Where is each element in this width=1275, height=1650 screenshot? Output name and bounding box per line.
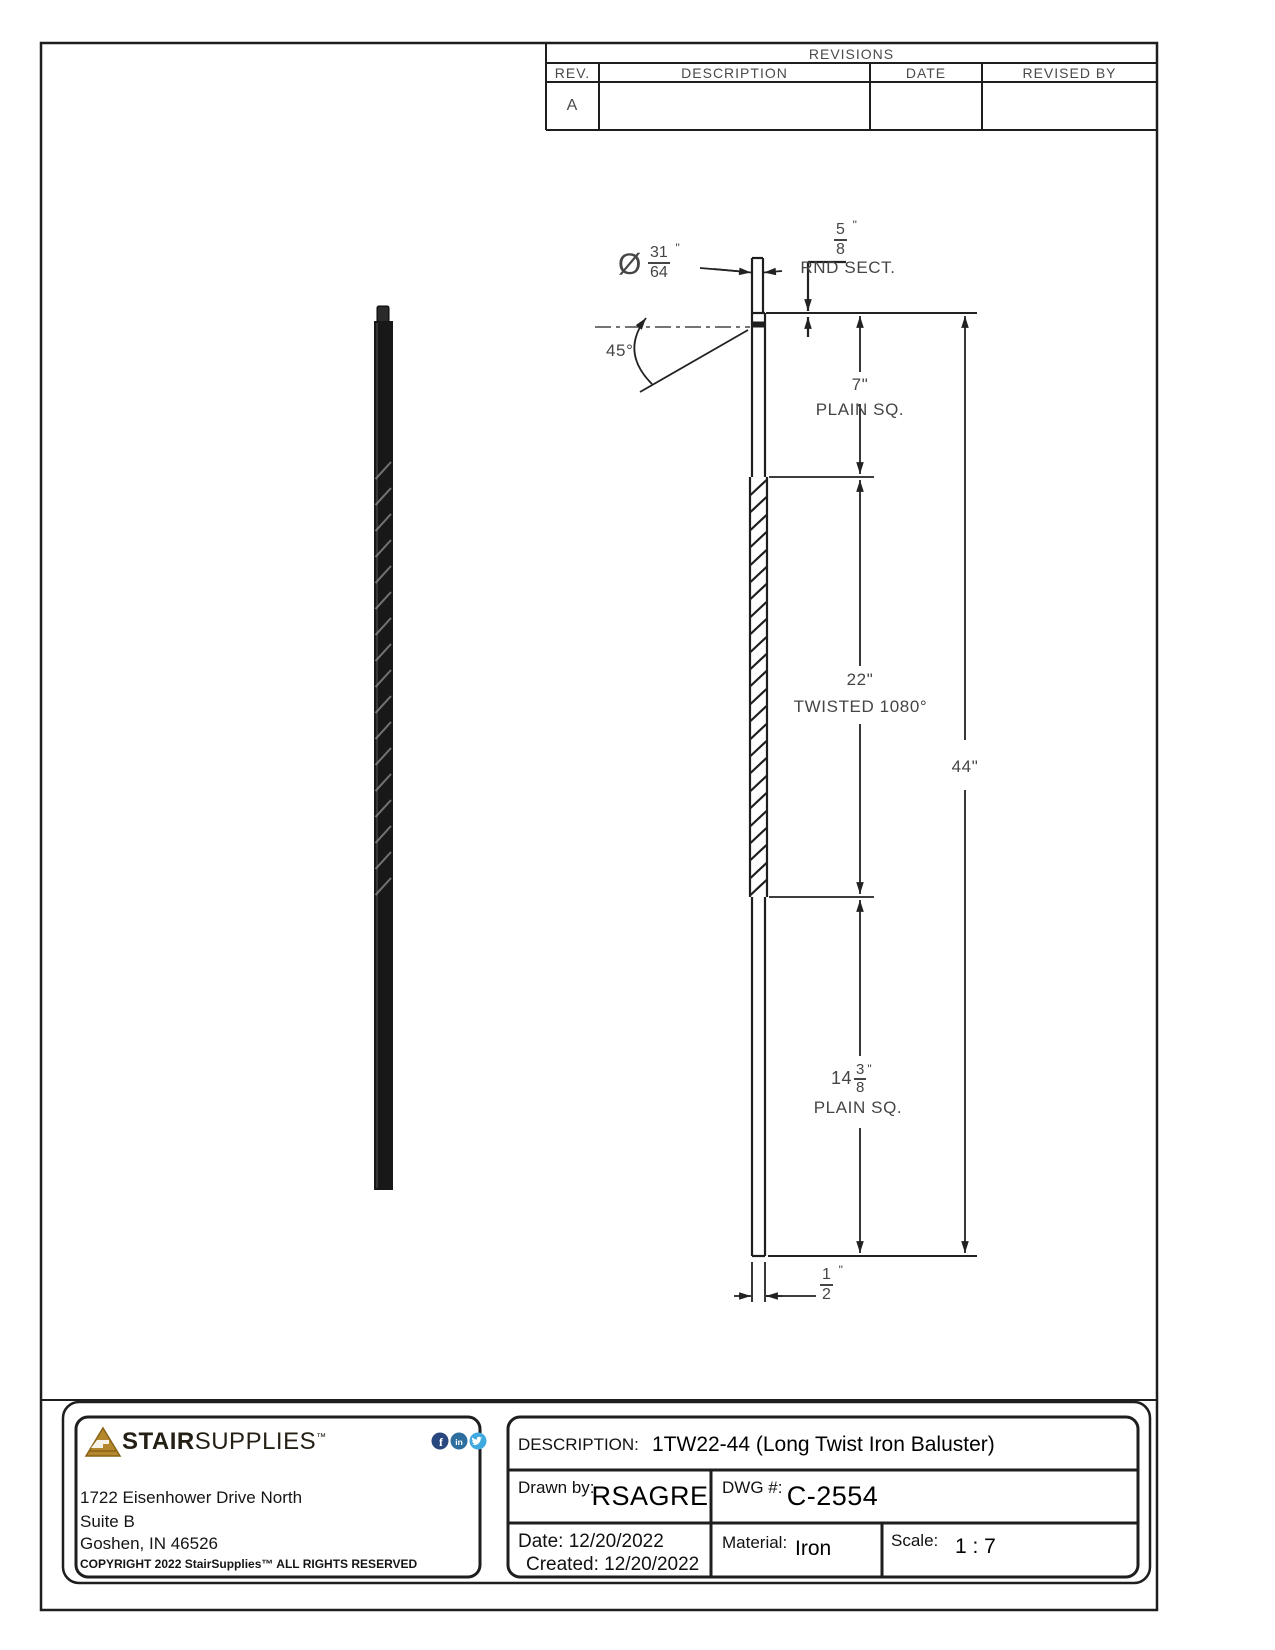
material-value: Iron (795, 1537, 832, 1560)
address-line-2: Suite B (80, 1512, 135, 1531)
revisions-col-rev: REV. (554, 65, 591, 81)
revisions-title: REVISIONS (808, 46, 895, 62)
revisions-col-date: DATE (905, 65, 947, 81)
description-value: 1TW22-44 (Long Twist Iron Baluster) (652, 1433, 995, 1456)
copyright-line: COPYRIGHT 2022 StairSupplies™ ALL RIGHTS RESERVED (80, 1557, 418, 1571)
revisions-col-description: DESCRIPTION (681, 65, 788, 81)
round-section-fraction: 5 8 " (836, 218, 857, 258)
twist-label: TWISTED 1080° (793, 697, 928, 716)
description-label: DESCRIPTION: (518, 1435, 639, 1454)
baluster-front-view (750, 258, 767, 1256)
sheet-border (41, 43, 1157, 1610)
width-fraction: 1 2 " (822, 1263, 843, 1303)
overall-length: 44" (940, 757, 990, 777)
date-label: Date: (518, 1531, 564, 1552)
address-line-1: 1722 Eisenhower Drive North (80, 1488, 303, 1507)
svg-text:f: f (439, 1435, 443, 1449)
scale-label: Scale: (891, 1531, 939, 1550)
scale-value: 1 : 7 (955, 1535, 996, 1558)
linkedin-icon (451, 1433, 468, 1450)
diameter-symbol: Ø (618, 248, 642, 281)
revisions-col-revised-by: REVISED BY (1022, 65, 1117, 81)
diameter-fraction: 31 64 " (650, 241, 680, 281)
revision-row-letter: A (566, 97, 579, 114)
dwg-number-label: DWG #: (722, 1478, 783, 1497)
stairsupplies-logo-icon (86, 1428, 120, 1456)
brand-bold: STAIR (122, 1428, 195, 1455)
stairsupplies-wordmark (122, 1428, 327, 1456)
baluster-pictorial (374, 306, 393, 1190)
facebook-icon (432, 1433, 449, 1450)
address-line-3: Goshen, IN 46526 (80, 1534, 218, 1553)
top-plain-length: 7" (851, 375, 869, 394)
brand-regular: SUPPLIES (194, 1428, 317, 1455)
twist-length: 22" (846, 670, 874, 689)
top-plain-label: PLAIN SQ. (815, 400, 905, 419)
brand-trademark: ™ (316, 1432, 327, 1443)
chamfer-angle-label: 45° (606, 341, 634, 360)
created-row (526, 1554, 699, 1576)
dwg-number-value: C-2554 (786, 1481, 879, 1511)
drawn-by-value: RSAGRE (591, 1481, 709, 1511)
drawn-by-label: Drawn by: (518, 1478, 595, 1497)
twist-hatching (751, 480, 767, 895)
social-icons (432, 1433, 487, 1450)
date-value: 12/20/2022 (568, 1531, 664, 1552)
created-value: 12/20/2022 (604, 1554, 700, 1575)
bottom-plain-length: 14 $\frac{3}{8}$ " (831, 1061, 872, 1096)
created-label: Created: (526, 1554, 599, 1575)
dimension-lines (595, 262, 977, 1302)
date-row (518, 1531, 664, 1553)
round-section-label: RND SECT. (800, 258, 896, 277)
material-label: Material: (722, 1533, 788, 1552)
twitter-icon (470, 1433, 487, 1450)
bottom-plain-label: PLAIN SQ. (813, 1098, 903, 1117)
svg-text:in: in (455, 1437, 463, 1447)
